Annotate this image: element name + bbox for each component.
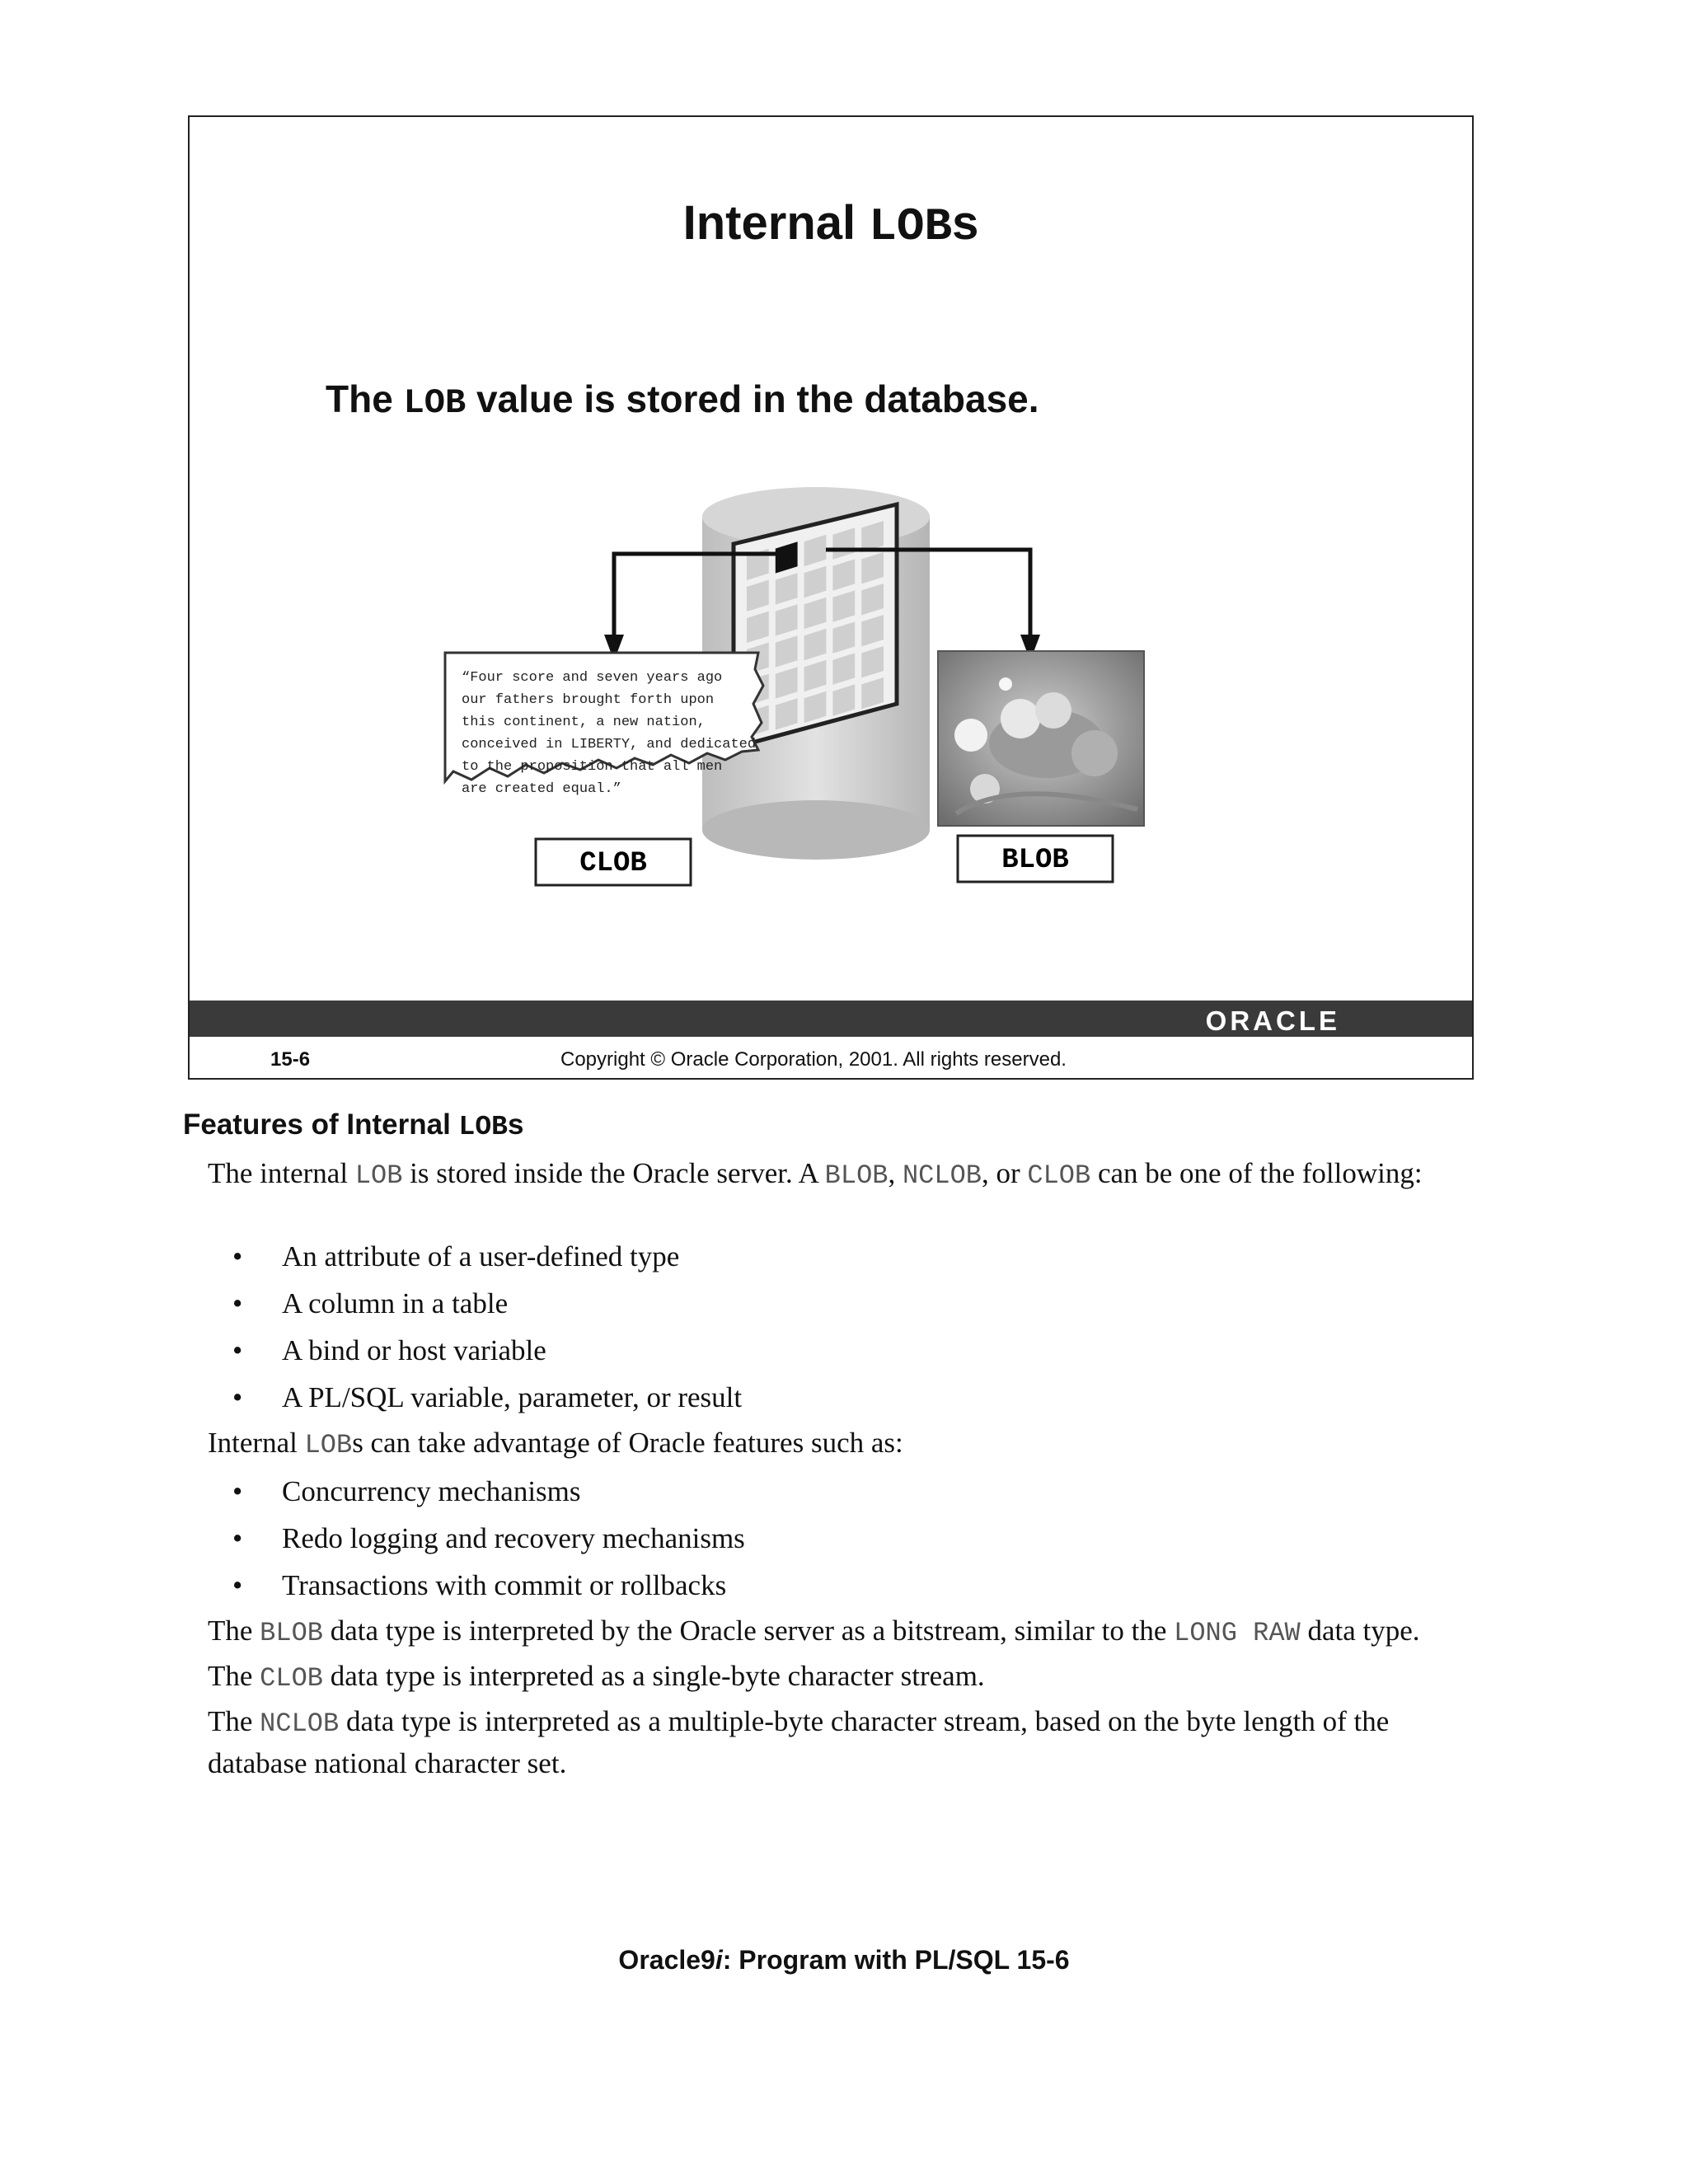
slide-title-suffix: s — [952, 196, 979, 250]
list-item-text: A bind or host variable — [282, 1334, 546, 1366]
text-run: is stored inside the Oracle server. A — [402, 1157, 825, 1189]
code-run: BLOB — [824, 1160, 889, 1191]
notes-heading-code: LOB — [458, 1112, 508, 1142]
text-run: s can take advantage of Oracle features such as: — [352, 1427, 903, 1459]
subtitle-code: LOB — [403, 383, 467, 423]
lob-diagram — [190, 117, 1475, 999]
quote-line: this continent, a new nation, — [462, 715, 706, 730]
paragraph-nclob — [208, 1702, 1493, 1783]
code-run: CLOB — [1027, 1160, 1091, 1191]
code-run: LOB — [354, 1160, 403, 1191]
footer-italic: i — [715, 1945, 723, 1975]
subtitle-prefix: The — [326, 377, 404, 420]
subtitle-suffix: value is stored in the database. — [466, 377, 1039, 420]
quote-line: conceived in LIBERTY, and dedicated — [462, 737, 757, 752]
page-footer — [0, 1945, 1688, 1975]
slide-title-text: Internal — [682, 196, 870, 250]
quote-line: to the proposition that all men — [462, 759, 723, 775]
code-run: LONG RAW — [1174, 1618, 1301, 1648]
footer-suffix: : Program with PL/SQL 15-6 — [722, 1945, 1070, 1975]
text-run: data type is interpreted by the Oracle server as a bitstream, similar to the — [322, 1615, 1175, 1647]
text-run: data type. — [1300, 1615, 1420, 1647]
text-run: Internal — [208, 1427, 305, 1459]
paragraph-oracle-features — [208, 1423, 1493, 1465]
list-item-text: Redo logging and recovery mechanisms — [282, 1522, 745, 1554]
paragraph-clob — [208, 1657, 1493, 1699]
code-run: NCLOB — [260, 1708, 340, 1739]
text-run: The — [208, 1660, 260, 1692]
code-run: NCLOB — [902, 1160, 982, 1191]
clob-label-box — [536, 839, 691, 885]
text-run: , or — [981, 1157, 1028, 1189]
oracle-logo: ORACLE — [1205, 1005, 1340, 1036]
text-run: can be one of the following: — [1090, 1157, 1423, 1189]
list-item-text: Concurrency mechanisms — [282, 1475, 581, 1507]
notes-heading-text: Features of Internal — [183, 1108, 459, 1141]
text-run: , — [888, 1157, 903, 1189]
text-run: The internal — [208, 1157, 355, 1189]
list-item-text: An attribute of a user-defined type — [282, 1240, 680, 1272]
still-life-photo-image — [938, 651, 1144, 826]
slide-footer-bar — [190, 1001, 1472, 1037]
quote-line: our fathers brought forth upon — [462, 692, 715, 708]
slide — [188, 115, 1474, 1080]
list-item-text: Transactions with commit or rollbacks — [282, 1569, 727, 1601]
paragraph-blob — [208, 1611, 1526, 1653]
list-item-text: A PL/SQL variable, parameter, or result — [282, 1381, 743, 1413]
quote-line: are created equal.” — [462, 781, 621, 797]
code-run: CLOB — [260, 1663, 323, 1694]
copyright-notice: Copyright © Oracle Corporation, 2001. All rights reserved. — [560, 1048, 1067, 1071]
notes-heading — [183, 1108, 523, 1142]
blob-label-box — [958, 836, 1113, 882]
text-run: data type is interpreted as a single-byte character stream. — [322, 1660, 985, 1692]
text-run: data type is interpreted as a multiple-byte character stream, based on the byte length of the database national character set. — [208, 1705, 1390, 1779]
code-run: LOB — [304, 1430, 353, 1460]
clob-label: CLOB — [579, 848, 647, 879]
text-run: The — [208, 1615, 260, 1647]
slide-number: 15-6 — [270, 1048, 311, 1071]
footer-text: Oracle9 — [618, 1945, 715, 1975]
list-item-text: A column in a table — [282, 1287, 509, 1319]
text-run: The — [208, 1705, 260, 1737]
paragraph-internal-lob — [208, 1154, 1493, 1196]
slide-title-code: LOB — [869, 200, 953, 253]
code-run: BLOB — [260, 1618, 323, 1648]
table-grid-icon — [734, 504, 897, 748]
quote-line: “Four score and seven years ago — [462, 670, 723, 686]
notes-heading-suffix: s — [507, 1108, 524, 1141]
blob-label: BLOB — [1001, 845, 1069, 876]
